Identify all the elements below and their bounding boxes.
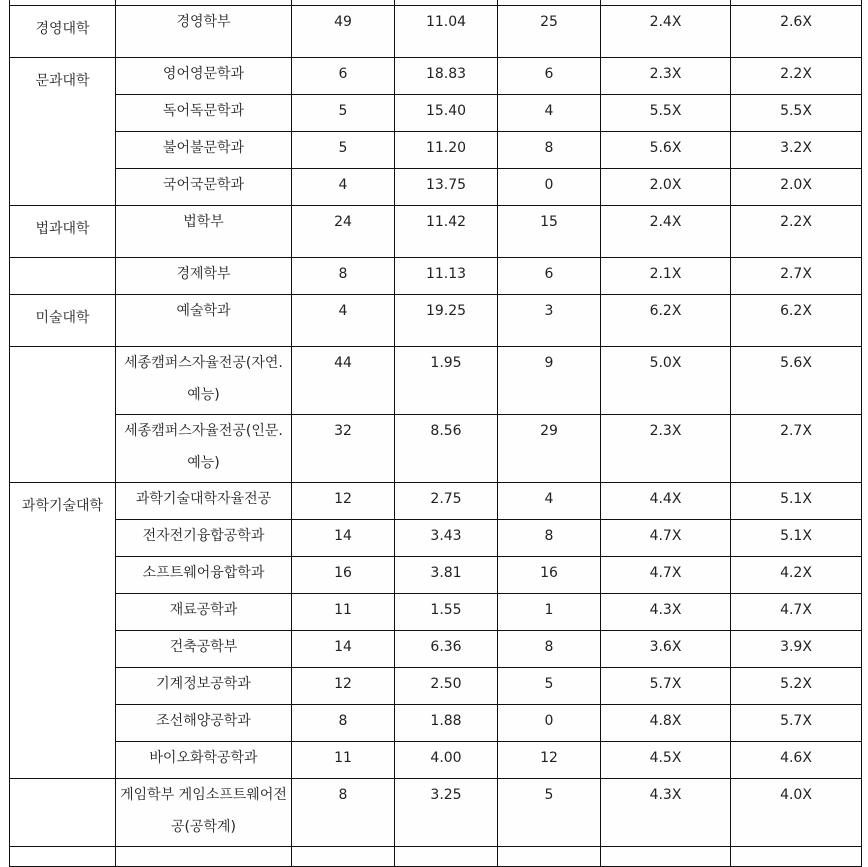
ratio-cell: 6.2X [601, 295, 731, 347]
ratio-cell: 5.7X [731, 705, 862, 742]
major-cell: 영어영문학과 [116, 58, 292, 95]
rate-cell: 3.81 [395, 557, 498, 594]
ratio-cell: 4.7X [601, 520, 731, 557]
table-row [10, 779, 862, 847]
quota-cell: 4 [292, 169, 395, 206]
major-cell: 경영학부 [116, 6, 292, 58]
quota-cell: 8 [292, 258, 395, 295]
ratio-cell: 5.5X [601, 95, 731, 132]
quota-cell: 12 [292, 483, 395, 520]
ratio-cell: 2.0X [601, 169, 731, 206]
extra-cell: 6 [498, 58, 601, 95]
ratio-cell: 2.2X [731, 58, 862, 95]
quota-cell: 11 [292, 742, 395, 779]
table-row [10, 132, 862, 169]
ratio-cell: 5.6X [601, 132, 731, 169]
rate-cell: 8.56 [395, 415, 498, 483]
extra-cell: 1 [498, 594, 601, 631]
college-cell [10, 779, 116, 847]
quota-cell: 14 [292, 631, 395, 668]
extra-cell: 16 [498, 557, 601, 594]
rate-cell: 6.36 [395, 631, 498, 668]
ratio-cell: 5.7X [601, 668, 731, 705]
table-row [10, 95, 862, 132]
table-row [10, 347, 862, 415]
major-cell: 건축공학부 [116, 631, 292, 668]
quota-cell: 32 [292, 415, 395, 483]
ratio-cell: 5.6X [731, 347, 862, 415]
ratio-cell: 4.4X [601, 483, 731, 520]
rate-cell: 13.75 [395, 169, 498, 206]
extra-cell: 25 [498, 6, 601, 58]
extra-cell: 15 [498, 206, 601, 258]
table-row [10, 668, 862, 705]
ratio-cell: 3.6X [601, 631, 731, 668]
rate-cell: 1.55 [395, 594, 498, 631]
rate-cell: 18.83 [395, 58, 498, 95]
ratio-cell: 2.6X [731, 6, 862, 58]
rate-cell: 3.43 [395, 520, 498, 557]
ratio-cell: 4.3X [601, 594, 731, 631]
ratio-cell: 3.9X [731, 631, 862, 668]
rate-cell: 11.13 [395, 258, 498, 295]
major-cell: 경제학부 [116, 258, 292, 295]
rate-cell: 1.88 [395, 705, 498, 742]
ratio-cell: 2.2X [731, 206, 862, 258]
quota-cell: 6 [292, 58, 395, 95]
quota-cell: 12 [292, 668, 395, 705]
college-cell: 법과대학 [10, 206, 116, 258]
college-cell: 문과대학 [10, 58, 116, 206]
extra-cell: 6 [498, 258, 601, 295]
ratio-cell: 4.7X [731, 594, 862, 631]
quota-cell: 49 [292, 6, 395, 58]
extra-cell: 8 [498, 520, 601, 557]
extra-cell: 8 [498, 132, 601, 169]
value-cell [292, 847, 395, 867]
table-row [10, 295, 862, 347]
extra-cell: 3 [498, 295, 601, 347]
major-cell: 과학기술대학자율전공 [116, 483, 292, 520]
rate-cell: 1.95 [395, 347, 498, 415]
ratio-cell: 5.2X [731, 668, 862, 705]
extra-cell: 5 [498, 779, 601, 847]
college-cell [10, 847, 116, 867]
table-row [10, 742, 862, 779]
ratio-cell: 4.2X [731, 557, 862, 594]
ratio-cell: 4.5X [601, 742, 731, 779]
major-cell: 법학부 [116, 206, 292, 258]
ratio-cell: 5.1X [731, 520, 862, 557]
college-cell [10, 347, 116, 483]
extra-cell: 5 [498, 668, 601, 705]
ratio-cell: 2.4X [601, 6, 731, 58]
value-cell [498, 847, 601, 867]
table-row [10, 631, 862, 668]
quota-cell: 4 [292, 295, 395, 347]
table-row [10, 6, 862, 58]
quota-cell: 11 [292, 594, 395, 631]
table-row [10, 520, 862, 557]
ratio-cell: 3.2X [731, 132, 862, 169]
ratio-cell: 6.2X [731, 295, 862, 347]
major-cell: 세종캠퍼스자율전공(자연.예능) [116, 347, 292, 415]
value-cell [601, 847, 731, 867]
major-cell: 불어불문학과 [116, 132, 292, 169]
ratio-cell: 5.0X [601, 347, 731, 415]
rate-cell: 11.42 [395, 206, 498, 258]
quota-cell: 8 [292, 779, 395, 847]
quota-cell: 5 [292, 132, 395, 169]
quota-cell: 16 [292, 557, 395, 594]
extra-cell: 4 [498, 483, 601, 520]
quota-cell: 44 [292, 347, 395, 415]
major-cell: 전자전기융합공학과 [116, 520, 292, 557]
college-cell: 과학기술대학 [10, 483, 116, 779]
ratio-cell: 2.3X [601, 415, 731, 483]
ratio-cell: 4.6X [731, 742, 862, 779]
extra-cell: 0 [498, 169, 601, 206]
major-cell: 국어국문학과 [116, 169, 292, 206]
table-row [10, 206, 862, 258]
extra-cell: 29 [498, 415, 601, 483]
college-cell [10, 258, 116, 295]
major-cell: 기계정보공학과 [116, 668, 292, 705]
table-body [10, 0, 862, 867]
rate-cell: 2.50 [395, 668, 498, 705]
major-cell: 세종캠퍼스자율전공(인문.예능) [116, 415, 292, 483]
ratio-cell: 5.5X [731, 95, 862, 132]
table-row [10, 415, 862, 483]
college-cell: 경영대학 [10, 6, 116, 58]
quota-cell: 24 [292, 206, 395, 258]
value-cell [116, 847, 292, 867]
table-row [10, 58, 862, 95]
major-cell: 독어독문학과 [116, 95, 292, 132]
major-cell: 게임학부 게임소프트웨어전공(공학계) [116, 779, 292, 847]
table-row-partial-bottom [10, 847, 862, 867]
quota-cell: 8 [292, 705, 395, 742]
ratio-cell: 2.7X [731, 258, 862, 295]
ratio-cell: 2.4X [601, 206, 731, 258]
rate-cell: 2.75 [395, 483, 498, 520]
college-cell: 미술대학 [10, 295, 116, 347]
rate-cell: 3.25 [395, 779, 498, 847]
quota-cell: 14 [292, 520, 395, 557]
ratio-cell: 5.1X [731, 483, 862, 520]
major-cell: 바이오화학공학과 [116, 742, 292, 779]
rate-cell: 11.04 [395, 6, 498, 58]
ratio-cell: 4.3X [601, 779, 731, 847]
extra-cell: 9 [498, 347, 601, 415]
ratio-cell: 2.7X [731, 415, 862, 483]
value-cell [731, 847, 862, 867]
major-cell: 재료공학과 [116, 594, 292, 631]
table-row [10, 169, 862, 206]
rate-cell: 11.20 [395, 132, 498, 169]
rate-cell: 15.40 [395, 95, 498, 132]
ratio-cell: 2.3X [601, 58, 731, 95]
admission-table [9, 0, 862, 867]
table-row [10, 258, 862, 295]
ratio-cell: 4.7X [601, 557, 731, 594]
major-cell: 소프트웨어융합학과 [116, 557, 292, 594]
major-cell: 조선해양공학과 [116, 705, 292, 742]
extra-cell: 0 [498, 705, 601, 742]
table-row [10, 594, 862, 631]
ratio-cell: 4.0X [731, 779, 862, 847]
table-row [10, 557, 862, 594]
ratio-cell: 2.0X [731, 169, 862, 206]
quota-cell: 5 [292, 95, 395, 132]
extra-cell: 12 [498, 742, 601, 779]
extra-cell: 8 [498, 631, 601, 668]
table-row [10, 705, 862, 742]
rate-cell: 4.00 [395, 742, 498, 779]
ratio-cell: 2.1X [601, 258, 731, 295]
value-cell [395, 847, 498, 867]
ratio-cell: 4.8X [601, 705, 731, 742]
extra-cell: 4 [498, 95, 601, 132]
major-cell: 예술학과 [116, 295, 292, 347]
table-row [10, 483, 862, 520]
rate-cell: 19.25 [395, 295, 498, 347]
